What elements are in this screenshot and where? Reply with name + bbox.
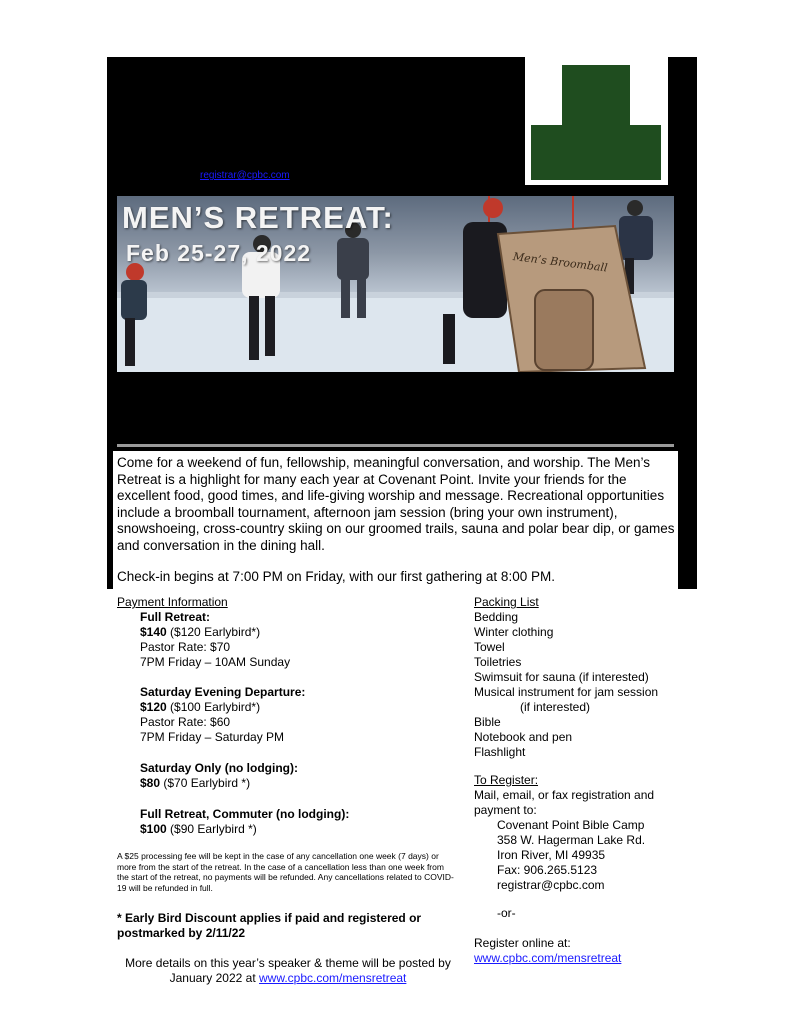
retreat-info-link[interactable]: www.cpbc.com/mensretreat [259,971,407,985]
option-price-line [140,700,305,715]
option-price-line [140,776,298,791]
mailing-address [497,818,645,893]
option-name: Full Retreat, Commuter (no lodging): [140,807,350,821]
option-price-line [140,625,290,640]
option-name: Saturday Evening Departure: [140,685,306,699]
details-text: More details on this year’s speaker & theme will be posted by January 2022 at [125,956,451,985]
packing-item: Swimsuit for sauna (if interested) [474,670,649,684]
packing-item: Toiletries [474,655,522,669]
registrar-email: registrar@cpbc.com [497,878,605,892]
earlybird-note: * Early Bird Discount applies if paid and registered or postmarked by 2/11/22 [117,911,422,940]
packing-item: Notebook and pen [474,730,573,744]
trophy-blade [535,290,593,370]
packing-heading: Packing List [474,595,539,609]
option-price: $80 [140,776,161,790]
option-name: Full Retreat: [140,610,211,624]
option-time: 7PM Friday – 10AM Sunday [140,655,291,669]
address-line: 358 W. Hagerman Lake Rd. [497,833,646,847]
option-earlybird: ($90 Earlybird *) [166,822,257,836]
packing-item: Flashlight [474,745,526,759]
shield-text: Men’s Broomball [512,250,609,275]
packing-item: Bible [474,715,501,729]
intro-paragraph: Come for a weekend of fun, fellowship, meaningful conversation, and worship. The Men’s Retreat is a highlight for many each year at Covenant Point. Invite your friends for the excellent food, good times, and life-giving worship and message. Recreational opportunities include a broomball tournament, afternoon jam session (bring your own instrument), snowshoeing, cross-country skiing on our groomed trails, sauna and polar bear dip, or games and conversation in the dining hall. [117,455,675,553]
or-separator: -or- [497,906,516,920]
cancellation-note: A $25 processing fee will be kept in the case of any cancellation one week (7 days) or more from the start of the retreat. In the case of a cancellation less than one week from the start of the retreat, no payments will be refunded. Any cancellations related to COVID-19 will be refunded in full. [117,851,454,893]
option-price: $140 [140,625,167,639]
logo-shape-top [562,65,630,125]
packing-item: Musical instrument for jam session [474,685,659,699]
hero-title: MEN’S RETREAT: [122,200,394,235]
option-time: 7PM Friday – Saturday PM [140,730,285,744]
option-price: $100 [140,822,167,836]
option-pastor-rate: Pastor Rate: $70 [140,640,231,654]
option-name: Saturday Only (no lodging): [140,761,298,775]
packing-list [474,595,658,760]
option-earlybird: ($70 Earlybird *) [160,776,251,790]
payment-option-saturday-evening [140,685,305,745]
hero-date: Feb 25-27, 2022 [126,240,312,266]
divider [117,444,674,447]
register-online [474,936,621,966]
packing-item: Winter clothing [474,625,554,639]
packing-item: (if interested) [520,700,591,714]
details-note [113,956,463,986]
option-earlybird: ($100 Earlybird*) [166,700,261,714]
option-earlybird: ($120 Earlybird*) [166,625,261,639]
payment-option-full-retreat [140,610,290,670]
register-heading: To Register: [474,773,539,787]
register-online-link[interactable]: www.cpbc.com/mensretreat [474,951,622,965]
register-intro: Mail, email, or fax registration and payment to: [474,788,655,817]
packing-item: Towel [474,640,505,654]
address-line: Covenant Point Bible Camp [497,818,645,832]
fax-number: Fax: 906.265.5123 [497,863,598,877]
option-price-line [140,822,349,837]
payment-option-saturday-only [140,761,298,791]
header-email-link[interactable]: registrar@cpbc.com [200,170,290,181]
packing-item: Bedding [474,610,519,624]
option-pastor-rate: Pastor Rate: $60 [140,715,231,729]
register-online-label: Register online at: [474,936,571,950]
payment-heading: Payment Information [117,595,228,609]
payment-option-commuter [140,807,349,837]
logo-shape-base [531,125,661,180]
address-line: Iron River, MI 49935 [497,848,606,862]
hero-banner [117,196,674,372]
checkin-text: Check-in begins at 7:00 PM on Friday, with our first gathering at 8:00 PM. [117,569,555,584]
option-price: $120 [140,700,167,714]
logo [525,57,668,185]
